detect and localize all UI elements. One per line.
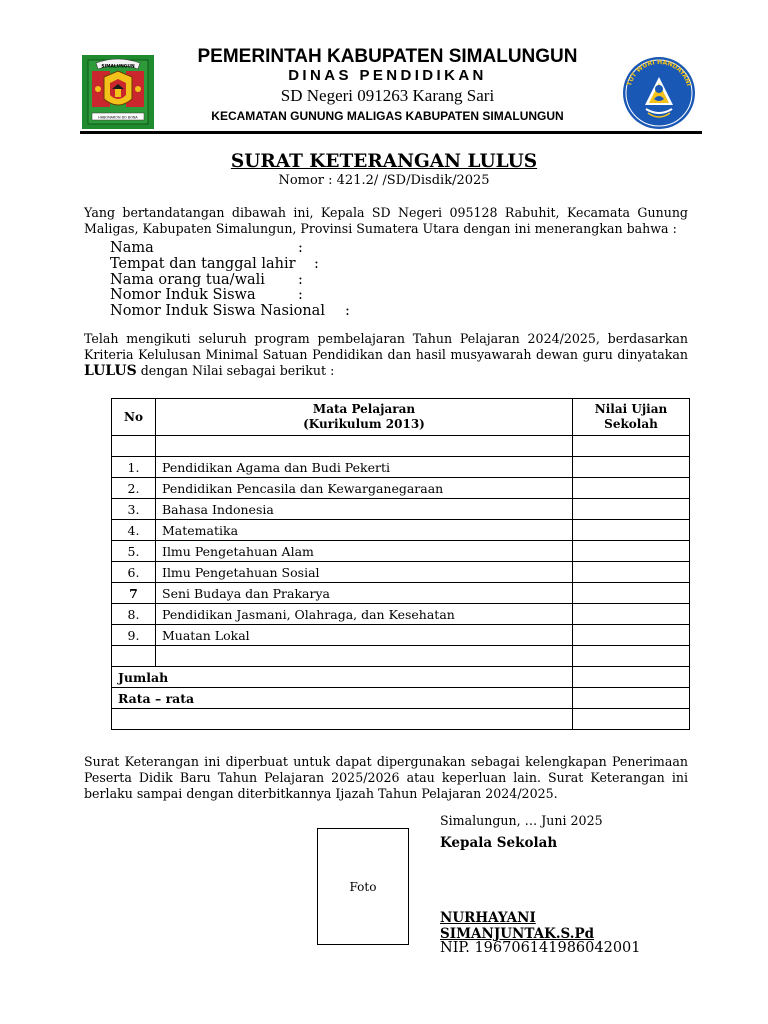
table-row (112, 541, 690, 562)
field-colon: : (298, 272, 303, 288)
logo-motto-text: HABONARON DO BONA (98, 115, 138, 120)
row-subject: Seni Budaya dan Prakarya (156, 583, 573, 604)
row-number: 8. (112, 604, 156, 625)
header-divider (80, 131, 702, 134)
field-label: Nomor Induk Siswa Nasional (110, 303, 325, 319)
closing-paragraph: Surat Keterangan ini diperbuat untuk dapat dipergunakan sebagai kelengkapan Penerimaan Peserta Didik Baru Tahun Pelajaran 2025/2026 atau keperluan lain. Surat Keterangan ini berlaku sampai dengan diterbitkannya Ijazah Tahun Pelajaran 2024/2025. (84, 754, 688, 801)
table-row (112, 562, 690, 583)
photo-placeholder (317, 828, 409, 945)
col-header-score-line2: Sekolah (604, 417, 658, 431)
simalungun-emblem-logo (82, 55, 154, 129)
row-subject: Pendidikan Pencasila dan Kewarganegaraan (156, 478, 573, 499)
field-colon: : (298, 287, 303, 303)
row-subject: Pendidikan Jasmani, Olahraga, dan Kesehatan (156, 604, 573, 625)
row-subject: Ilmu Pengetahuan Alam (156, 541, 573, 562)
table-row (112, 604, 690, 625)
field-label: Nama (110, 240, 154, 256)
row-subject: Bahasa Indonesia (156, 499, 573, 520)
row-subject: Muatan Lokal (156, 625, 573, 646)
rata-score-cell[interactable] (573, 688, 690, 709)
table-row (112, 520, 690, 541)
document-title: SURAT KETERANGAN LULUS (230, 151, 538, 172)
header-school: SD Negeri 091263 Karang Sari (280, 86, 495, 105)
signer-role: Kepala Sekolah (440, 835, 558, 851)
table-row (112, 478, 690, 499)
col-header-subject-line2: (Kurikulum 2013) (303, 417, 425, 431)
header-government: PEMERINTAH KABUPATEN SIMALUNGUN (197, 46, 578, 67)
field-nis (110, 287, 303, 303)
score-cell[interactable] (573, 625, 690, 646)
signer-nip: NIP. 196706141986042001 (440, 940, 641, 956)
table-header-row (112, 399, 690, 436)
row-number: 3. (112, 499, 156, 520)
lulus-text: LULUS (84, 363, 137, 379)
row-number: 7 (112, 583, 156, 604)
intro-paragraph: Yang bertandatangan dibawah ini, Kepala SD Negeri 095128 Rabuhit, Kecamata Gunung Maligas, Kabupaten Simalungun, Provinsi Sumatera Utara dengan ini menerangkan bahwa : (84, 205, 688, 236)
field-label: Nama orang tua/wali (110, 272, 265, 288)
field-colon: : (314, 256, 319, 272)
col-header-subject-line1: Mata Pelajaran (312, 402, 416, 416)
row-subject: Ilmu Pengetahuan Sosial (156, 562, 573, 583)
row-subject: Pendidikan Agama dan Budi Pekerti (156, 457, 573, 478)
header-district: KECAMATAN GUNUNG MALIGAS KABUPATEN SIMALUNGUN (211, 109, 564, 123)
photo-label: Foto (349, 879, 377, 894)
jumlah-label: Jumlah (112, 667, 573, 688)
row-number: 4. (112, 520, 156, 541)
score-cell[interactable] (573, 436, 690, 457)
tut-wuri-handayani-logo (618, 55, 700, 131)
col-header-subject (156, 399, 573, 436)
logo-arc-text: TUT WURI HANDAYANI (625, 58, 693, 87)
table-row-empty (112, 709, 690, 730)
table-row (112, 625, 690, 646)
grades-table (111, 398, 690, 730)
statement-text: Telah mengikuti seluruh program pembelajaran Tahun Pelajaran 2024/2025, berdasarkan Kriteria Kelulusan Minimal Satuan Pendidikan dan hasil musyawarah dewan guru dinyatakan (84, 331, 688, 362)
score-cell[interactable] (573, 709, 690, 730)
logo-banner-text: SIMALUNGUN (101, 64, 135, 70)
rata-label: Rata – rata (112, 688, 573, 709)
score-cell[interactable] (573, 583, 690, 604)
score-cell[interactable] (573, 646, 690, 667)
field-orangtua (110, 272, 303, 288)
field-colon: : (345, 303, 350, 319)
score-cell[interactable] (573, 520, 690, 541)
field-label: Nomor Induk Siswa (110, 287, 256, 303)
statement-paragraph (84, 331, 688, 379)
field-nisn (110, 303, 350, 319)
table-row (112, 499, 690, 520)
col-header-score (573, 399, 690, 436)
field-ttl (110, 256, 319, 272)
table-row-empty (112, 436, 690, 457)
row-number: 9. (112, 625, 156, 646)
field-nama (110, 240, 303, 256)
score-cell[interactable] (573, 562, 690, 583)
row-number: 6. (112, 562, 156, 583)
field-colon: : (298, 240, 303, 256)
place-date: Simalungun, … Juni 2025 (440, 813, 603, 828)
document-number: Nomor : 421.2/ /SD/Disdik/2025 (278, 173, 490, 188)
score-cell[interactable] (573, 499, 690, 520)
table-row-jumlah (112, 667, 690, 688)
score-cell[interactable] (573, 541, 690, 562)
col-header-no: No (112, 399, 156, 436)
table-row-empty (112, 646, 690, 667)
table-row (112, 583, 690, 604)
row-number: 5. (112, 541, 156, 562)
statement-text-end: dengan Nilai sebagai berikut : (136, 363, 335, 378)
score-cell[interactable] (573, 457, 690, 478)
table-row-rata (112, 688, 690, 709)
jumlah-score-cell[interactable] (573, 667, 690, 688)
col-header-score-line1: Nilai Ujian (594, 402, 668, 416)
signer-name-line1: NURHAYANI (440, 910, 536, 926)
row-number: 1. (112, 457, 156, 478)
score-cell[interactable] (573, 478, 690, 499)
header-agency: DINAS PENDIDIKAN (288, 67, 487, 84)
row-number: 2. (112, 478, 156, 499)
score-cell[interactable] (573, 604, 690, 625)
table-row (112, 457, 690, 478)
signer-name-line2: SIMANJUNTAK.S.Pd (440, 926, 595, 942)
field-label: Tempat dan tanggal lahir (110, 256, 296, 272)
row-subject: Matematika (156, 520, 573, 541)
